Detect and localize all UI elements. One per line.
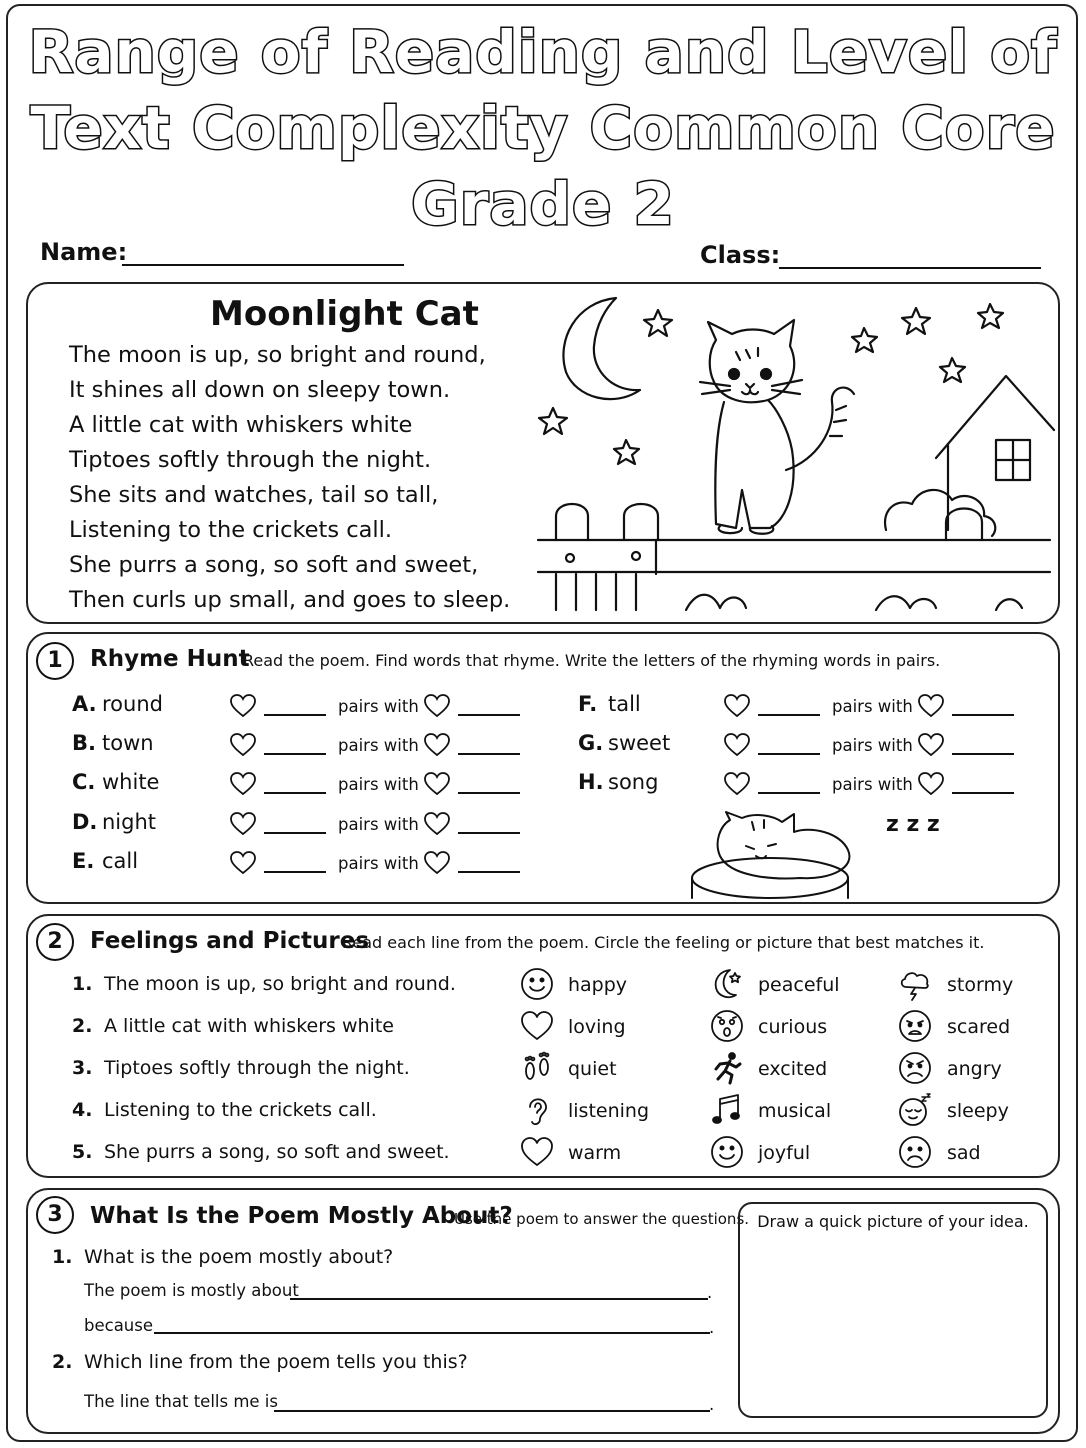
pairs-with-text: pairs with [832, 736, 913, 755]
poem-line: She sits and watches, tail so tall, [69, 482, 439, 508]
heart-icon [424, 694, 450, 718]
answer-prompt: because [84, 1316, 154, 1335]
item-word: song [608, 770, 659, 794]
star-icon [539, 408, 567, 434]
footprints-icon[interactable] [520, 1051, 554, 1085]
pairs-with-text: pairs with [338, 854, 419, 873]
item-letter: F. [578, 692, 598, 716]
heart-icon [230, 851, 256, 875]
poem-text [69, 338, 510, 618]
feeling-option-label[interactable]: scared [947, 1016, 1011, 1038]
cat-icon [700, 320, 854, 534]
section-number: 3 [36, 1196, 74, 1234]
heart-icon [724, 733, 750, 757]
poem-line-text: A little cat with whiskers white [104, 1015, 394, 1037]
answer-blank[interactable] [758, 753, 820, 755]
worksheet-title [0, 14, 1086, 242]
answer-blank[interactable] [264, 832, 326, 834]
heart-icon [724, 772, 750, 796]
heart-icon [424, 772, 450, 796]
rhyme-item [72, 731, 154, 761]
crescent-moon-icon [563, 298, 640, 399]
moon-star-icon[interactable] [710, 967, 744, 1001]
heart-icon [230, 733, 256, 757]
feeling-line [72, 1015, 394, 1037]
question-text: Which line from the poem tells you this? [84, 1351, 468, 1373]
line-number: 4. [72, 1099, 93, 1121]
answer-blank[interactable] [952, 714, 1014, 716]
item-word: white [102, 770, 160, 794]
pairs-with-text: pairs with [338, 815, 419, 834]
angry-face-icon[interactable] [898, 1051, 932, 1085]
answer-line[interactable] [274, 1396, 710, 1412]
feeling-option-label[interactable]: loving [568, 1016, 626, 1038]
sleepy-face-icon[interactable] [898, 1093, 932, 1127]
line-number: 5. [72, 1141, 93, 1163]
feeling-option-label[interactable]: sad [947, 1142, 981, 1164]
item-word: sweet [608, 731, 671, 755]
rhyme-item [72, 770, 159, 800]
answer-blank[interactable] [758, 714, 820, 716]
heart-icon [918, 733, 944, 757]
feeling-option-label[interactable]: excited [758, 1058, 828, 1080]
answer-blank[interactable] [952, 753, 1014, 755]
answer-blank[interactable] [458, 871, 520, 873]
answer-blank[interactable] [264, 753, 326, 755]
poem-line-text: Listening to the crickets call. [104, 1099, 377, 1121]
question-text: What is the poem mostly about? [84, 1246, 394, 1268]
pairs-with-text: pairs with [832, 775, 913, 794]
heart-icon [424, 733, 450, 757]
poem-line: It shines all down on sleepy town. [69, 377, 451, 403]
pairs-with-text: pairs with [338, 697, 419, 716]
heart-icon [230, 694, 256, 718]
answer-prompt: The poem is mostly about [84, 1281, 299, 1300]
item-letter: E. [72, 849, 95, 873]
feeling-line [72, 1141, 450, 1163]
surprised-face-icon[interactable] [710, 1009, 744, 1043]
drawing-area[interactable] [738, 1202, 1048, 1418]
pairs-with-text: pairs with [832, 697, 913, 716]
answer-blank[interactable] [264, 714, 326, 716]
question-number: 1. [52, 1246, 73, 1268]
answer-blank[interactable] [458, 792, 520, 794]
line-number: 3. [72, 1057, 93, 1079]
rhyme-item [72, 849, 138, 879]
heart-icon [918, 772, 944, 796]
answer-blank[interactable] [758, 792, 820, 794]
heart-icon [424, 812, 450, 836]
title-line-3: Grade 2 [411, 170, 675, 238]
class-label: Class: [700, 241, 781, 269]
rhyme-item [578, 692, 641, 722]
feeling-option-label[interactable]: angry [947, 1058, 1002, 1080]
item-letter: H. [578, 770, 604, 794]
name-field[interactable] [122, 264, 404, 266]
line-number: 2. [72, 1015, 93, 1037]
heart-icon [230, 772, 256, 796]
poem-line: A little cat with whiskers white [69, 412, 413, 438]
poem-title: Moonlight Cat [210, 294, 479, 334]
heart-icon [424, 851, 450, 875]
heart-icon[interactable] [520, 1135, 554, 1169]
feeling-option-label[interactable]: musical [758, 1100, 832, 1122]
feeling-option-label[interactable]: warm [568, 1142, 622, 1164]
feeling-option-label[interactable]: joyful [758, 1142, 811, 1164]
poem-line: Then curls up small, and goes to sleep. [69, 587, 511, 613]
title-line-1: Range of Reading and Level of [28, 18, 1058, 86]
item-word: town [102, 731, 154, 755]
rhyme-item [578, 770, 658, 800]
section-title: Rhyme Hunt [90, 646, 250, 672]
item-letter: A. [72, 692, 97, 716]
music-note-icon[interactable] [710, 1093, 744, 1127]
smile-icon[interactable] [710, 1135, 744, 1169]
item-word: round [102, 692, 163, 716]
scared-face-icon[interactable] [898, 1009, 932, 1043]
feeling-option-label[interactable]: happy [568, 974, 628, 996]
end-period: . [709, 1395, 715, 1414]
name-label: Name: [40, 238, 128, 266]
heart-icon [230, 812, 256, 836]
item-letter: D. [72, 810, 98, 834]
item-word: call [102, 849, 139, 873]
question-2 [52, 1351, 468, 1373]
rhyme-item [72, 692, 163, 722]
feeling-option-label[interactable]: peaceful [758, 974, 840, 996]
section-instruction: Use the poem to answer the questions. [454, 1210, 750, 1228]
star-icon [978, 304, 1003, 328]
end-period: . [709, 1318, 715, 1337]
section-number: 2 [36, 923, 74, 961]
section-instruction: Read the poem. Find words that rhyme. Write the letters of the rhyming words in pairs. [243, 651, 941, 670]
class-row [700, 241, 780, 269]
class-field[interactable] [779, 267, 1041, 269]
section-title: What Is the Poem Mostly About? [90, 1203, 513, 1229]
answer-line[interactable] [290, 1284, 708, 1300]
sad-face-icon[interactable] [898, 1135, 932, 1169]
pairs-with-text: pairs with [338, 775, 419, 794]
question-1 [52, 1246, 393, 1268]
drawing-label: Draw a quick picture of your idea. [757, 1212, 1029, 1231]
smile-icon[interactable] [520, 967, 554, 1001]
answer-blank[interactable] [264, 792, 326, 794]
line-number: 1. [72, 973, 93, 995]
storm-cloud-icon[interactable] [898, 967, 932, 1001]
poem-line: The moon is up, so bright and round, [69, 342, 486, 368]
rhyme-item [578, 731, 670, 761]
answer-prompt: The line that tells me is [84, 1392, 278, 1411]
feeling-option-label[interactable]: quiet [568, 1058, 617, 1080]
item-letter: B. [72, 731, 96, 755]
running-person-icon[interactable] [710, 1051, 744, 1085]
name-row [40, 238, 127, 266]
item-letter: G. [578, 731, 604, 755]
section-number: 1 [36, 642, 74, 680]
poem-line: Listening to the crickets call. [69, 517, 393, 543]
star-icon [902, 308, 930, 334]
feeling-option-label[interactable]: curious [758, 1016, 828, 1038]
star-icon [852, 328, 877, 352]
heart-icon [918, 694, 944, 718]
star-icon [940, 358, 965, 382]
section-instruction: Read each line from the poem. Circle the feeling or picture that best matches it. [342, 933, 985, 952]
end-period: . [707, 1283, 713, 1302]
rhyme-item [72, 810, 156, 840]
feeling-line [72, 1057, 410, 1079]
star-icon [614, 440, 639, 464]
answer-blank[interactable] [458, 753, 520, 755]
answer-blank[interactable] [458, 714, 520, 716]
poem-line: She purrs a song, so soft and sweet, [69, 552, 479, 578]
answer-blank[interactable] [952, 792, 1014, 794]
heart-icon[interactable] [520, 1009, 554, 1043]
poem-line-text: Tiptoes softly through the night. [104, 1057, 410, 1079]
answer-line[interactable] [154, 1318, 710, 1334]
item-word: night [102, 810, 157, 834]
star-icon [644, 310, 672, 336]
item-letter: C. [72, 770, 96, 794]
feeling-line [72, 1099, 377, 1121]
sleep-zzz: z z z [886, 812, 940, 837]
feeling-option-label[interactable]: listening [568, 1100, 650, 1122]
title-line-2: Text Complexity Common Core [30, 94, 1056, 162]
heart-icon [724, 694, 750, 718]
ear-icon[interactable] [520, 1093, 554, 1127]
poem-line-text: The moon is up, so bright and round. [104, 973, 456, 995]
poem-line: Tiptoes softly through the night. [69, 447, 432, 473]
feeling-option-label[interactable]: stormy [947, 974, 1014, 996]
feeling-line [72, 973, 456, 995]
pairs-with-text: pairs with [338, 736, 419, 755]
section-title: Feelings and Pictures [90, 928, 370, 954]
question-number: 2. [52, 1351, 73, 1373]
feeling-option-label[interactable]: sleepy [947, 1100, 1009, 1122]
poem-line-text: She purrs a song, so soft and sweet. [104, 1141, 450, 1163]
moonlight-cat-illustration [536, 290, 1056, 616]
item-word: tall [608, 692, 641, 716]
answer-blank[interactable] [458, 832, 520, 834]
answer-blank[interactable] [264, 871, 326, 873]
